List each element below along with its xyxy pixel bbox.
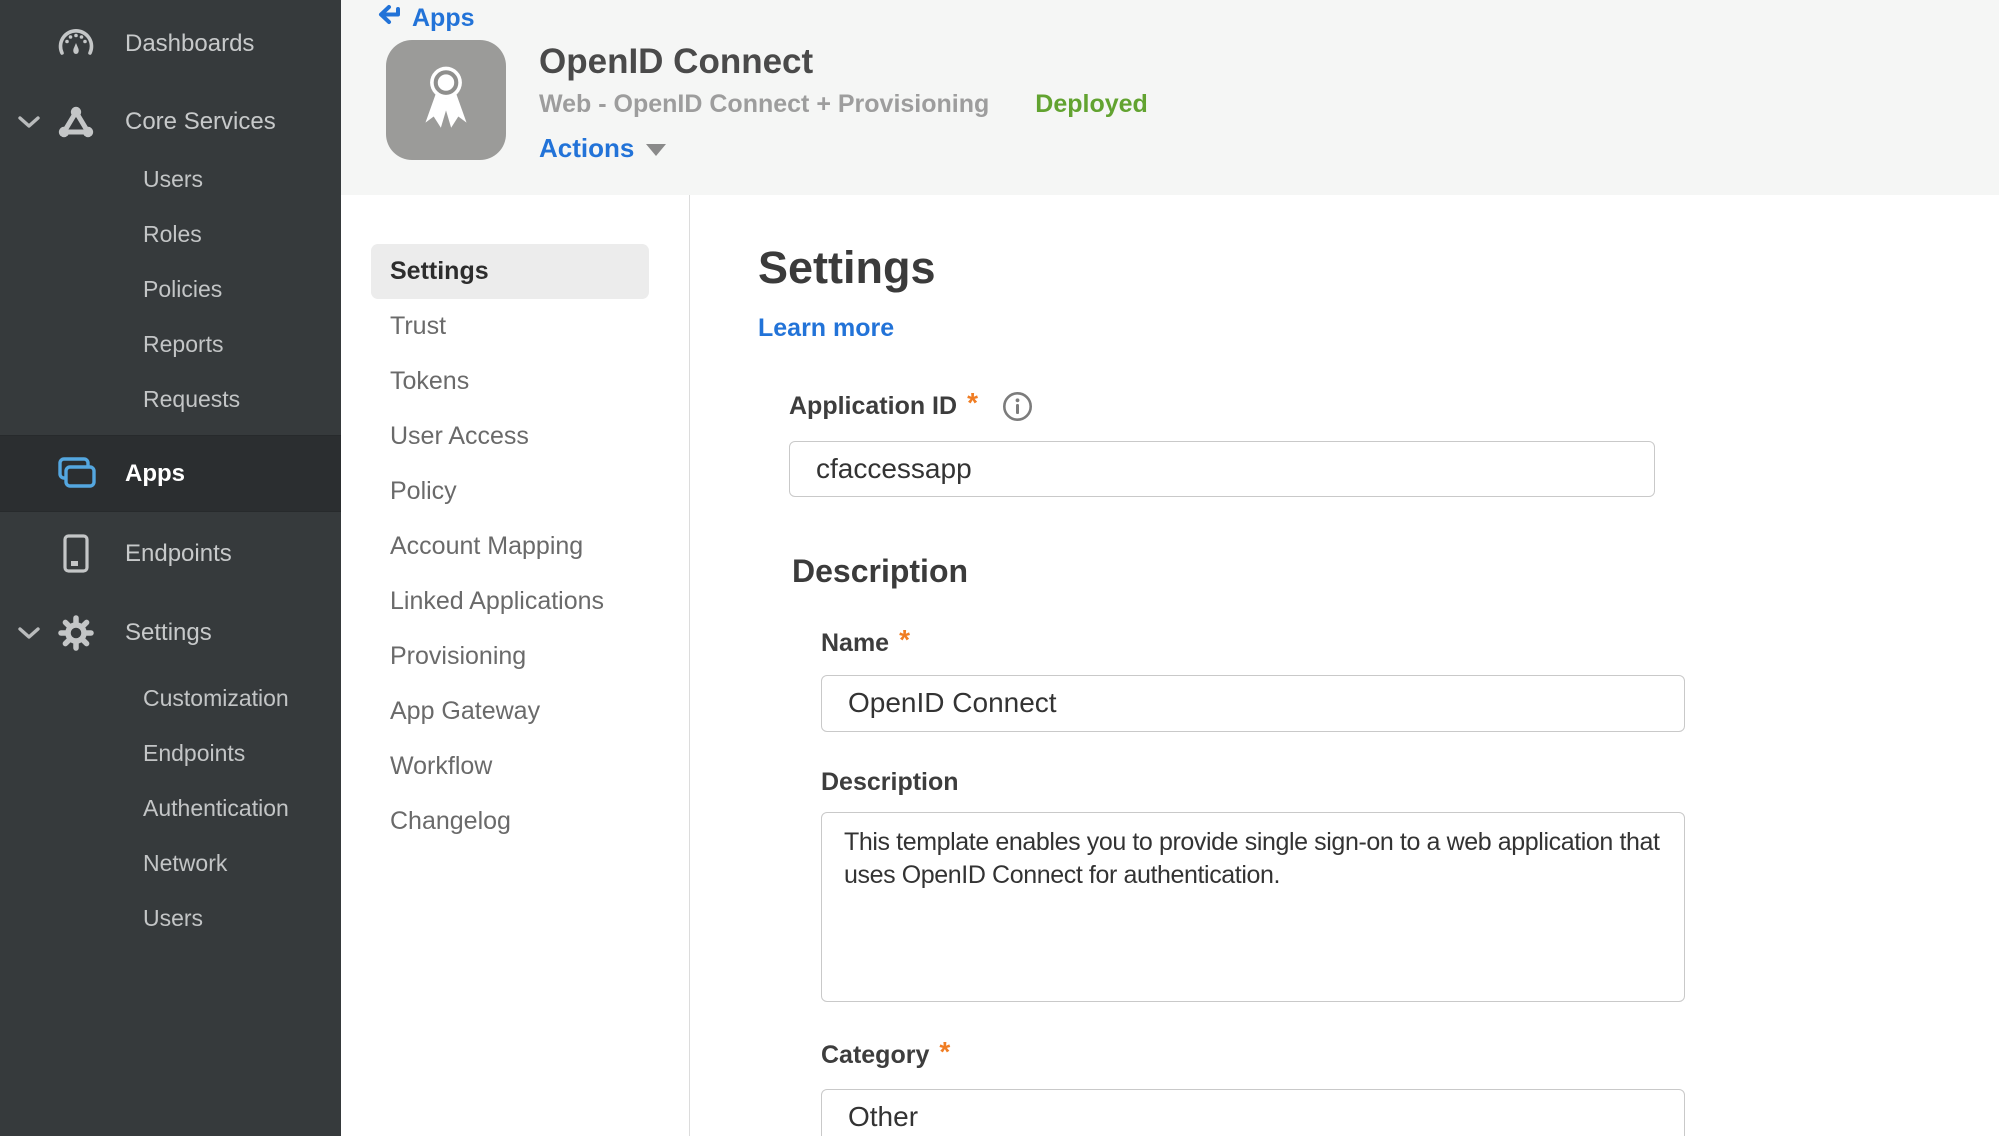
- sidebar-item-reports[interactable]: [0, 317, 341, 372]
- subnav-item-linked-applications[interactable]: Linked Applications: [390, 587, 605, 615]
- content: [341, 195, 1999, 1136]
- required-asterisk: *: [967, 386, 978, 418]
- subnav-item-workflow[interactable]: Workflow: [390, 752, 493, 780]
- page-title: Settings: [758, 242, 936, 293]
- category-label: Category: [821, 1041, 930, 1069]
- device-icon: [48, 533, 104, 575]
- subnav-item-user-access[interactable]: User Access: [390, 422, 529, 450]
- sidebar-item-settings[interactable]: [0, 603, 341, 663]
- subnav-item-changelog[interactable]: Changelog: [390, 807, 511, 835]
- sidebar-item-label: Settings: [125, 619, 212, 646]
- sidebar-item-label: Policies: [143, 276, 223, 302]
- application-id-input[interactable]: [789, 441, 1655, 497]
- name-label: Name: [821, 629, 890, 657]
- application-id-label: Application ID: [789, 392, 958, 420]
- sidebar-item-label: Core Services: [125, 108, 276, 135]
- caret-down-icon: [646, 144, 666, 156]
- sidebar-item-label: Requests: [143, 386, 241, 412]
- app-subnav: [341, 195, 690, 1136]
- info-icon[interactable]: [1002, 391, 1033, 422]
- sidebar-item-authentication[interactable]: [0, 781, 341, 836]
- nodes-icon: [48, 104, 104, 140]
- status-badge: Deployed: [1035, 90, 1148, 119]
- app-header: [341, 0, 1999, 195]
- sidebar-item-network[interactable]: [0, 836, 341, 891]
- sidebar-item-label: Endpoints: [125, 540, 232, 567]
- sidebar-item-policies[interactable]: [0, 262, 341, 317]
- chevron-down-icon[interactable]: [18, 116, 48, 128]
- subnav-item-settings[interactable]: Settings: [371, 244, 649, 299]
- sidebar-item-endpoints-settings[interactable]: [0, 726, 341, 781]
- sidebar-item-label: Reports: [143, 331, 224, 357]
- required-asterisk: *: [899, 623, 910, 655]
- back-link-label: Apps: [412, 4, 475, 32]
- description-section-title: Description: [792, 552, 969, 589]
- sidebar-item-users-settings[interactable]: [0, 891, 341, 946]
- sidebar-item-dashboards[interactable]: [0, 14, 341, 74]
- actions-dropdown-button[interactable]: [539, 133, 1148, 164]
- subnav-item-trust[interactable]: Trust: [390, 312, 447, 340]
- sidebar-item-requests[interactable]: [0, 372, 341, 427]
- sidebar-item-endpoints[interactable]: [0, 524, 341, 584]
- subnav-item-provisioning[interactable]: Provisioning: [390, 642, 527, 670]
- gear-icon: [48, 614, 104, 652]
- ribbon-award-icon: [412, 60, 480, 141]
- sidebar-item-label: Apps: [125, 459, 185, 487]
- required-asterisk: *: [939, 1035, 951, 1067]
- description-label: Description: [821, 767, 959, 796]
- sidebar-item-label: Users: [143, 166, 204, 192]
- category-input[interactable]: [821, 1089, 1685, 1136]
- sidebar-item-label: Network: [143, 850, 228, 876]
- learn-more-link[interactable]: Learn more: [758, 313, 895, 342]
- sidebar-item-label: Roles: [143, 221, 202, 247]
- actions-label: Actions: [539, 133, 635, 164]
- sidebar-item-customization[interactable]: [0, 671, 341, 726]
- app-avatar: [386, 40, 506, 160]
- app-meta: [539, 40, 1148, 164]
- sidebar-item-label: Endpoints: [143, 740, 246, 766]
- subnav-item-account-mapping[interactable]: Account Mapping: [390, 532, 584, 560]
- sidebar-item-apps[interactable]: [0, 435, 341, 512]
- name-input[interactable]: [821, 675, 1685, 732]
- sidebar-item-users[interactable]: [0, 152, 341, 207]
- chevron-down-icon[interactable]: [18, 627, 48, 639]
- main-panel: [341, 0, 1999, 1136]
- subnav-item-policy[interactable]: Policy: [390, 477, 457, 505]
- app-info: [386, 40, 1148, 164]
- subnav-item-app-gateway[interactable]: App Gateway: [390, 697, 541, 725]
- sidebar-item-label: Authentication: [143, 795, 289, 821]
- back-arrow-icon: [377, 4, 403, 33]
- sidebar-item-roles[interactable]: [0, 207, 341, 262]
- app-title: OpenID Connect: [539, 42, 814, 81]
- sidebar-item-label: Customization: [143, 685, 289, 711]
- description-textarea[interactable]: [821, 812, 1685, 1002]
- sidebar-item-label: Dashboards: [125, 30, 255, 57]
- gauge-icon: [48, 27, 104, 61]
- subnav-item-tokens[interactable]: Tokens: [390, 367, 470, 395]
- app-subtitle: Web - OpenID Connect + Provisioning: [539, 90, 990, 119]
- apps-icon: [48, 456, 104, 492]
- back-to-apps-link[interactable]: [377, 4, 475, 33]
- sidebar: [0, 0, 341, 1136]
- sidebar-item-label: Users: [143, 905, 204, 931]
- settings-form: [690, 195, 1999, 1136]
- sidebar-item-core-services[interactable]: [0, 92, 341, 152]
